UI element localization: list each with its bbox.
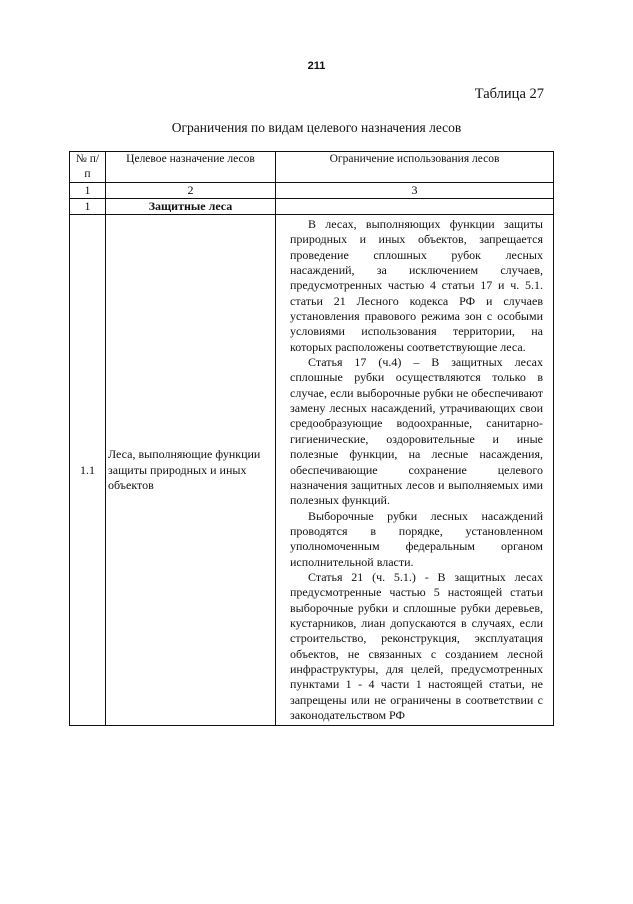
section-empty-cell [276,199,554,215]
table-row [70,215,554,726]
row-restriction [276,215,554,726]
restriction-paragraph: Статья 17 (ч.4) – В защитных лесах сплошные рубки осуществляются только в случае, если выборочные рубки не обеспечивают замену лесных насаждений, утрачивающих свои средообразующие водоохранные, санитарно-гигиенические, оздоровительные и иные полезные функции, на лесные насаждения, обеспечивающие сохранение целевого назначения защитных лесов и выполняемых ими полезных функций. [290,355,543,508]
restriction-paragraph: В лесах, выполняющих функции защиты природных и иных объектов, запрещается проведение сплошных рубок лесных насаждений, за исключением случаев, предусмотренных частью 4 статьи 17 и ч. 5.1. статьи 21 Лесного кодекса РФ и случаев установления правового режима зон с особыми условиями использования территории, на которых расположены соответствующие леса. [290,217,543,354]
row-number: 1.1 [70,215,106,726]
section-title: Защитные леса [106,199,276,215]
restriction-paragraph: Статья 21 (ч. 5.1.) - В защитных лесах предусмотренные частью 5 настоящей статьи выборочные рубки и сплошные рубки деревьев, кустарников, лиан допускаются в случаях, если строительство, реконструкция, эксплуатация объектов, не связанных с созданием лесной инфраструктуры, для целей, предусмотренных пунктами 1 - 4 части 1 настоящей статьи, не запрещены или не ограничены в соответствии с законодательством РФ [290,569,543,722]
column-number-2: 2 [106,183,276,199]
document-title: Ограничения по видам целевого назначения лесов [171,120,462,135]
section-number: 1 [70,199,106,215]
column-number-3: 3 [276,183,554,199]
table-label: Таблица 27 [474,86,544,102]
restrictions-table [69,151,554,726]
section-row [70,199,554,215]
table-header-row [70,152,554,183]
row-purpose: Леса, выполняющие функции защиты природных и иных объектов [106,215,276,726]
header-purpose: Целевое назначение лесов [106,152,276,183]
restriction-paragraph: Выборочные рубки лесных насаждений проводятся в порядке, установленном уполномоченным федеральным органом исполнительной власти. [290,508,543,569]
column-number-1: 1 [70,183,106,199]
header-restriction: Ограничение использования лесов [276,152,554,183]
header-number: № п/п [70,152,106,183]
column-number-row [70,183,554,199]
page-number: 211 [307,60,326,72]
